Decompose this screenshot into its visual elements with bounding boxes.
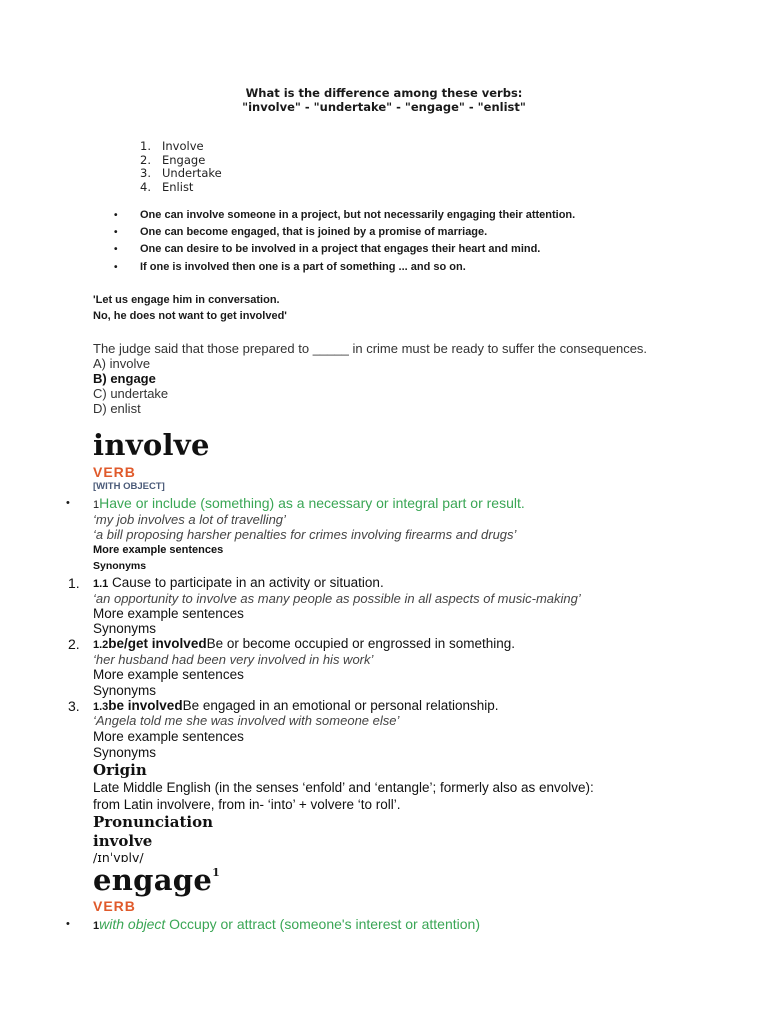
sense-definition [93,916,480,934]
bullet-dot: • [114,227,118,238]
bullet-item [114,207,575,224]
pronunciation-ipa: /ɪnˈvɒlv/ [93,850,144,865]
bullet-text: One can involve someone in a project, but not necessarily engaging their attention. [140,209,576,221]
pronunciation-heading: Pronunciation [93,813,213,831]
example-sentence: ‘Angela told me she was involved with someone else’ [93,713,400,728]
more-examples-link[interactable]: More example sentences [93,667,244,682]
phrase-label: be involved [108,698,183,713]
list-text: Involve [162,139,204,153]
page-title-line-2: "involve" - "undertake" - "engage" - "enlist" [242,100,526,114]
bullet-dot: • [66,918,70,930]
bullet-text: If one is involved then one is a part of something ... and so on. [140,261,466,273]
sense-number: 1 [93,920,100,932]
bullet-dot: • [114,210,118,221]
bullet-item [114,241,540,258]
headword-engage-row [93,863,220,897]
list-item [140,140,204,154]
origin-heading: Origin [93,761,147,779]
list-number: 2. [140,153,151,167]
subsense-definition [93,636,515,654]
answer-option: D) enlist [93,401,141,416]
bullet-text: One can desire to be involved in a project that engages their heart and mind. [140,243,541,255]
quote-line-1: 'Let us engage him in conversation. [93,294,280,306]
example-sentence: ‘my job involves a lot of travelling’ [93,512,286,527]
example-sentence: ‘an opportunity to involve as many people as possible in all aspects of music-making’ [93,591,581,606]
example-sentence: ‘her husband had been very involved in his work’ [93,652,374,667]
definition-text: Have or include (something) as a necessary or integral part or result. [99,495,525,511]
phrase-label: be/get involved [108,636,207,651]
definition-text: Occupy or attract (someone's interest or attention) [165,916,480,932]
synonyms-link[interactable]: Synonyms [93,560,147,572]
bullet-item [114,259,466,276]
answer-option: C) undertake [93,386,169,401]
sense-number: 1.3 [93,701,109,713]
bullet-dot: • [114,262,118,273]
more-examples-link[interactable]: More example sentences [93,729,244,744]
list-number: 1. [68,575,80,591]
more-examples-link[interactable]: More example sentences [93,606,244,621]
quote-line-2: No, he does not want to get involved' [93,310,287,322]
answer-option: A) involve [93,356,151,371]
synonyms-link[interactable]: Synonyms [93,683,157,698]
answer-option-text: B) engage [93,371,156,386]
grammar-label: with object [99,916,166,932]
bullet-dot: • [66,497,70,509]
bullet-text: One can become engaged, that is joined by a promise of marriage. [140,226,488,238]
more-examples-link[interactable]: More example sentences [93,544,224,556]
list-text: Undertake [162,166,222,180]
sense-definition [93,495,525,513]
question-stem: The judge said that those prepared to _____ in crime must be ready to suffer the consequences. [93,341,648,356]
part-of-speech: VERB [93,898,136,914]
list-text: Enlist [162,180,194,194]
grammar-label: [WITH OBJECT] [93,481,165,492]
homograph-number: 1 [212,866,220,879]
sense-number: 1.1 [93,578,109,590]
list-number: 3. [68,698,80,714]
origin-text-line-1: Late Middle English (in the senses ‘enfold’ and ‘entangle’; formerly also as envolve): [93,780,594,795]
list-number: 4. [140,180,151,194]
origin-text-line-2: from Latin involvere, from in- ‘into’ + volvere ‘to roll’. [93,797,401,812]
headword-involve: involve [93,428,210,462]
list-number: 3. [140,166,151,180]
answer-option-selected [93,371,156,386]
subsense-definition [93,575,384,593]
sense-number: 1.2 [93,639,109,651]
headword-engage: engage [93,863,213,897]
part-of-speech: VERB [93,464,136,480]
page-title-line-1: What is the difference among these verbs: [245,86,523,100]
sense-number: 1 [93,499,100,511]
list-number: 2. [68,636,80,652]
list-number: 1. [140,139,151,153]
example-sentence: ‘a bill proposing harsher penalties for crimes involving firearms and drugs’ [93,527,517,542]
pronunciation-word: involve [93,832,153,850]
list-text: Engage [162,153,206,167]
definition-text: Be or become occupied or engrossed in something. [206,636,516,651]
synonyms-link[interactable]: Synonyms [93,621,157,636]
synonyms-link[interactable]: Synonyms [93,745,157,760]
definition-text: Cause to participate in an activity or situation. [108,575,384,590]
definition-text: Be engaged in an emotional or personal relationship. [182,698,499,713]
list-item [140,167,222,181]
bullet-item [114,224,487,241]
list-item [140,181,193,195]
bullet-dot: • [114,244,118,255]
